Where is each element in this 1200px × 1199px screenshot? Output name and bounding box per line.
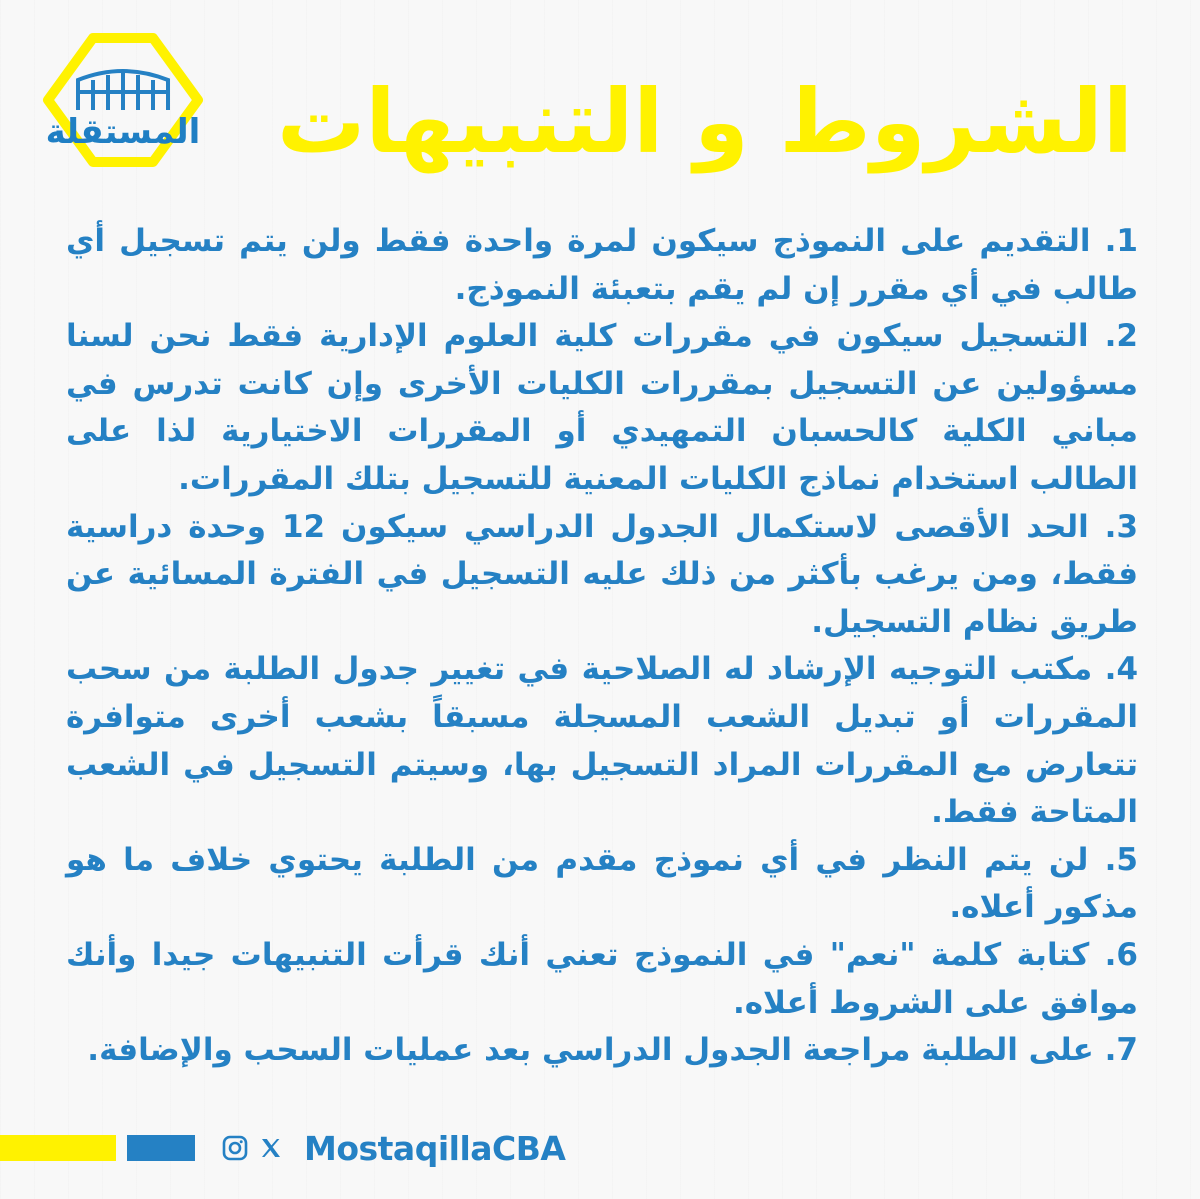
term-number: 6. — [1104, 936, 1138, 973]
social-handle[interactable]: MostaqillaCBA — [304, 1128, 566, 1168]
term-number: 5. — [1104, 841, 1138, 878]
terms-list — [66, 218, 1138, 1075]
term-item — [66, 504, 1138, 647]
x-icon[interactable] — [258, 1135, 284, 1161]
term-item — [66, 1027, 1138, 1075]
logo-text: المستقلة — [45, 112, 201, 152]
term-text: كتابة كلمة "نعم" في النموذج تعني أنك قرأت التنبيهات جيدا وأنك موافق على الشروط أعلاه. — [66, 936, 1138, 1021]
footer-blue-bar — [127, 1135, 195, 1161]
logo — [38, 30, 208, 170]
term-number: 2. — [1104, 318, 1138, 355]
term-item — [66, 932, 1138, 1027]
term-text: لن يتم النظر في أي نموذج مقدم من الطلبة يحتوي خلاف ما هو مذكور أعلاه. — [66, 841, 1138, 926]
term-text: على الطلبة مراجعة الجدول الدراسي بعد عمليات السحب والإضافة. — [87, 1032, 1094, 1069]
term-number: 4. — [1104, 651, 1139, 688]
term-number: 7. — [1104, 1032, 1138, 1069]
term-number: 1. — [1104, 223, 1138, 259]
term-item — [66, 646, 1138, 836]
footer-yellow-bar — [0, 1135, 116, 1161]
term-text: التقديم على النموذج سيكون لمرة واحدة فقط ولن يتم تسجيل أي طالب في أي مقرر إن لم يقم بتعبئة النموذج. — [66, 223, 1138, 307]
term-text: التسجيل سيكون في مقررات كلية العلوم الإدارية فقط نحن لسنا مسؤولين عن التسجيل بمقررات الكليات الأخرى وإن كانت تدرس في مباني الكلية كالحسبان التمهيدي أو المقررات الاختيارية لذا على الطالب استخدام نماذج الكليات المعنية للتسجيل بتلك المقررات. — [66, 318, 1138, 497]
term-text: مكتب التوجيه الإرشاد له الصلاحية في تغيير جدول الطلبة من سحب المقررات أو تبديل الشعب المسجلة مسبقاً بشعب أخرى متوافرة تتعارض مع المقررات المراد التسجيل بها، وسيتم التسجيل في الشعب المتاحة فقط. — [66, 651, 1138, 831]
footer — [0, 1120, 1200, 1172]
term-item — [66, 837, 1138, 932]
term-item — [66, 313, 1138, 503]
instagram-icon[interactable] — [222, 1135, 248, 1161]
social-links — [222, 1130, 565, 1166]
term-number: 3. — [1104, 508, 1139, 545]
term-item — [66, 218, 1138, 313]
term-text: الحد الأقصى لاستكمال الجدول الدراسي سيكون 12 وحدة دراسية فقط، ومن يرغب بأكثر من ذلك عليه التسجيل في الفترة المسائية عن طريق نظام التسجيل. — [66, 508, 1138, 640]
page-title: الشروط و التنبيهات — [276, 70, 1134, 173]
